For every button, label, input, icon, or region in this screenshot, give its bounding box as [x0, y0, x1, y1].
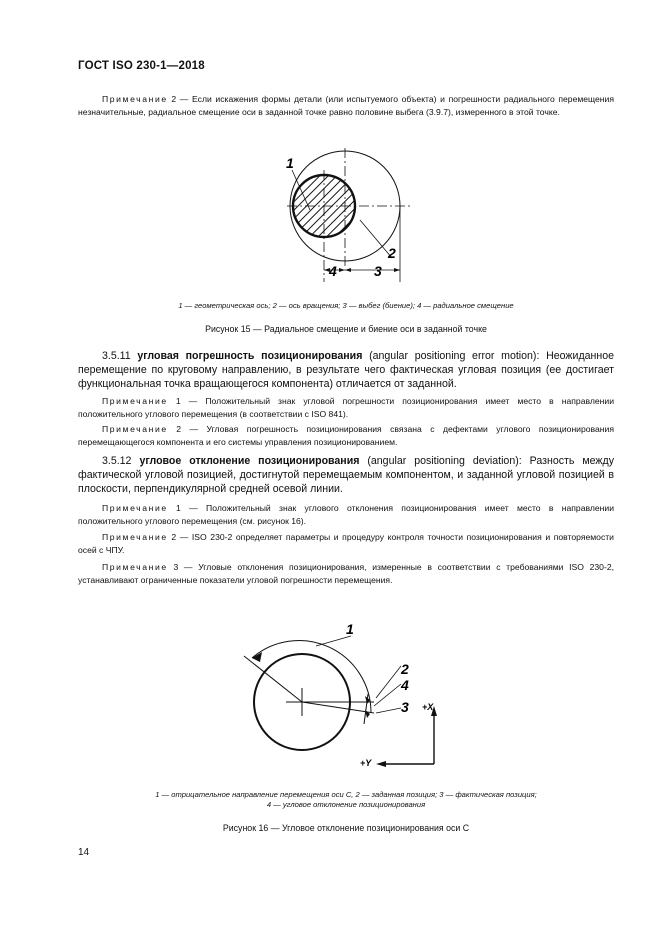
figure-16-legend-1: 1 — отрицательное направление перемещения оси C, 2 — заданная позиция; 3 — фактическая позиция;: [155, 790, 537, 799]
figure-16-legend-2: 4 — угловое отклонение позиционирования: [266, 800, 426, 809]
fig16-label-1: 1: [346, 621, 354, 637]
figure-15-diagram: [270, 140, 420, 290]
section-term: угловая погрешность позиционирования: [137, 350, 363, 362]
fig16-label-3: 3: [401, 699, 409, 715]
note-3-5-12-3: [78, 561, 614, 586]
section-3-5-12: [78, 454, 614, 497]
figure-16-caption: Рисунок 16 — Угловое отклонение позиционирования оси C: [222, 823, 470, 833]
section-text: (angular positioning error motion): Неожиданное перемещение по круговому направлению, в результате чего фактическая угловая позиция (ее достигает функциональная точка вращающегося компонента) отличается от заданной.: [78, 350, 614, 391]
figure-15-caption: Рисунок 15 — Радиальное смещение и биение оси в заданной точке: [205, 324, 487, 334]
note-text: 2 — Угловая погрешность позиционирования связана с дефектами углового позиционирования перемещающегося компонента и его системы управления позиционированием.: [78, 424, 614, 447]
fig15-label-3: 3: [374, 263, 382, 279]
note-text: 2 — Если искажения формы детали (или испытуемого объекта) и погрешности радиального перемещения незначительные, радиальное смещение оси в заданной точке равно половине выбега (3.9.7), измеренного в этой точке.: [78, 94, 614, 117]
section-term: угловое отклонение позиционирования: [139, 455, 360, 467]
note-3-5-11-1: [78, 395, 614, 420]
fig16-axis-x: +X: [422, 702, 434, 712]
note-text: 1 — Положительный знак углового отклонения позиционирования имеет место в направлении положительного углового перемещения (см. рисунок 16).: [78, 503, 614, 526]
page-number: 14: [78, 847, 90, 858]
document-header: ГОСТ ISO 230-1—2018: [78, 60, 205, 72]
figure-16-diagram: [236, 616, 446, 774]
note-3-5-11-2: [78, 423, 614, 448]
section-text: (angular positioning deviation): Разность между фактической угловой позицией, достигнутой перемещаемым компонентом, и заданной угловой позицией в плоскости, перпендикулярной средней осевой линии.: [78, 455, 614, 496]
note-text: 2 — ISO 230-2 определяет параметры и процедуру контроля точности позиционирования и повторяемости осей с ЧПУ.: [78, 532, 614, 555]
section-3-5-11: [78, 349, 614, 392]
fig15-label-4: 4: [329, 263, 337, 279]
section-number: 3.5.12: [102, 455, 132, 467]
note-label: Примечание: [102, 94, 168, 104]
note-text: 3 — Угловые отклонения позиционирования, измеренные в соответствии с требованиями ISO 230-2, устанавливают ограниченные показатели угловой погрешности перемещения.: [78, 562, 614, 585]
fig16-label-4: 4: [401, 677, 409, 693]
note-top: [78, 93, 614, 118]
note-text: 1 — Положительный знак угловой погрешности позиционирования имеет место в направлении положительного углового перемещения (в соответствии с ISO 841).: [78, 396, 614, 419]
fig15-label-2: 2: [388, 245, 396, 261]
fig16-axis-y: +Y: [360, 758, 372, 768]
note-label: Примечание: [102, 562, 168, 572]
note-label: Примечание: [102, 424, 168, 434]
section-number: 3.5.11: [102, 350, 131, 362]
fig15-label-1: 1: [286, 155, 294, 171]
note-label: Примечание: [102, 503, 168, 513]
fig16-label-2: 2: [401, 661, 409, 677]
note-label: Примечание: [102, 532, 168, 542]
note-label: Примечание: [102, 396, 168, 406]
note-3-5-12-2: [78, 531, 614, 556]
figure-15-legend: 1 — геометрическая ось; 2 — ось вращения; 3 — выбег (биение); 4 — радиальное смещение: [178, 301, 514, 310]
note-3-5-12-1: [78, 502, 614, 527]
